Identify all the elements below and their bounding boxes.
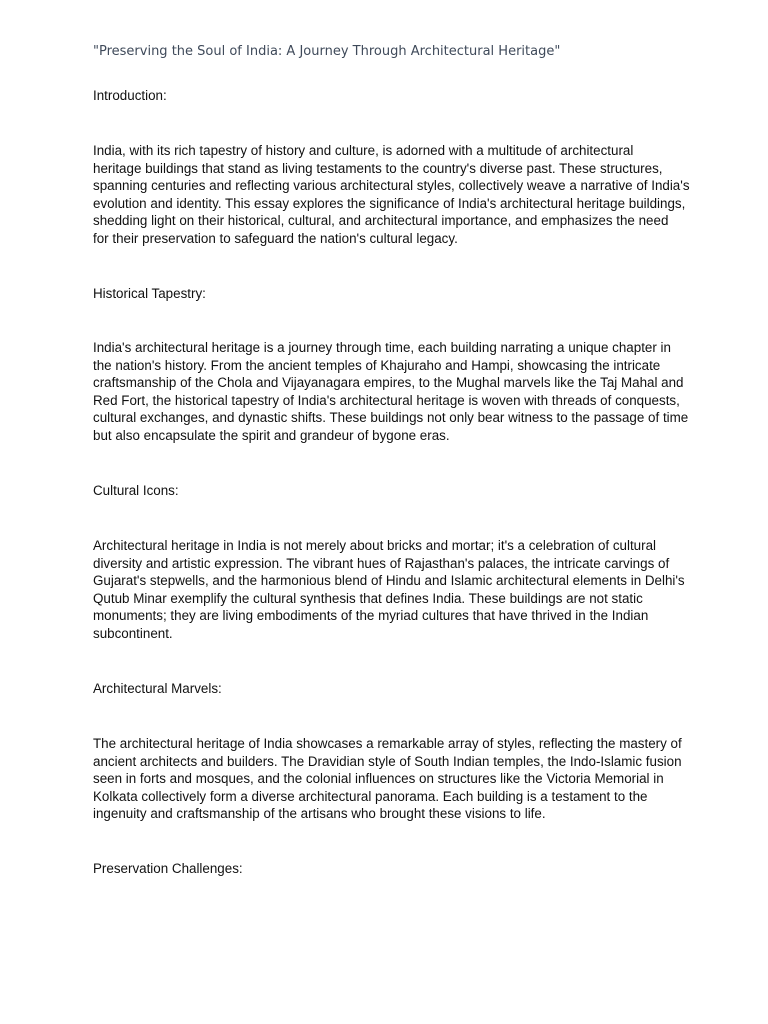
paragraph-cultural-icons: [93, 537, 685, 643]
section-heading-architectural-marvels: Architectural Marvels:: [93, 681, 222, 696]
paragraph-line: ancient architects and builders. The Dravidian style of South Indian temples, the Indo-Islamic fusion: [93, 753, 682, 769]
paragraph-line: monuments; they are living embodiments of the myriad cultures that have thrived in the Indian: [93, 608, 649, 624]
section-heading-introduction: Introduction:: [93, 88, 167, 103]
paragraph-line: Kolkata collectively form a diverse architectural panorama. Each building is a testament to the: [93, 788, 648, 804]
paragraph-line: the nation's history. From the ancient temples of Khajuraho and Hampi, showcasing the intricate: [93, 357, 661, 373]
paragraph-line: The architectural heritage of India showcases a remarkable array of styles, reflecting the mastery of: [93, 736, 682, 751]
paragraph-line: India's architectural heritage is a journey through time, each building narrating a unique chapter in: [93, 340, 671, 355]
section-heading-preservation-challenges: Preservation Challenges:: [93, 861, 243, 876]
paragraph-line: India, with its rich tapestry of history and culture, is adorned with a multitude of architectural: [93, 143, 634, 158]
paragraph-line: but also encapsulate the spirit and grandeur of bygone eras.: [93, 427, 450, 443]
paragraph-line: subcontinent.: [93, 625, 173, 641]
document-title: "Preserving the Soul of India: A Journey Through Architectural Heritage": [93, 44, 561, 59]
paragraph-line: heritage buildings that stand as living testaments to the country's diverse past. These structures,: [93, 160, 663, 176]
paragraph-line: craftsmanship of the Chola and Vijayanagara empires, to the Mughal marvels like the Taj Mahal and: [93, 375, 684, 391]
paragraph-line: Qutub Minar exemplify the cultural synthesis that defines India. These buildings are not static: [93, 590, 643, 606]
paragraph-line: ingenuity and craftsmanship of the artisans who brought these visions to life.: [93, 806, 546, 822]
paragraph-line: Architectural heritage in India is not merely about bricks and mortar; it's a celebration of cultural: [93, 538, 657, 553]
section-heading-cultural-icons: Cultural Icons:: [93, 483, 179, 498]
paragraph-line: Gujarat's stepwells, and the harmonious blend of Hindu and Islamic architectural elements in Delhi's: [93, 573, 685, 589]
paragraph-line: spanning centuries and reflecting various architectural styles, collectively weave a narrative of India's: [93, 178, 690, 194]
paragraph-line: shedding light on their historical, cultural, and architectural importance, and emphasizes the need: [93, 213, 669, 229]
paragraph-line: diversity and artistic expression. The vibrant hues of Rajasthan's palaces, the intricate carvings of: [93, 555, 670, 571]
paragraph-line: cultural exchanges, and dynastic shifts. These buildings not only bear witness to the passage of time: [93, 410, 689, 426]
paragraph-line: for their preservation to safeguard the nation's cultural legacy.: [93, 230, 458, 246]
paragraph-line: evolution and identity. This essay explores the significance of India's architectural heritage buildings,: [93, 195, 686, 211]
section-heading-historical-tapestry: Historical Tapestry:: [93, 286, 206, 301]
paragraph-introduction: [93, 142, 690, 248]
paragraph-historical-tapestry: [93, 339, 689, 445]
paragraph-architectural-marvels: [93, 735, 682, 823]
paragraph-line: Red Fort, the historical tapestry of India's architectural heritage is woven with threads of conquests,: [93, 392, 680, 408]
paragraph-line: seen in forts and mosques, and the colonial influences on structures like the Victoria Memorial in: [93, 771, 664, 787]
